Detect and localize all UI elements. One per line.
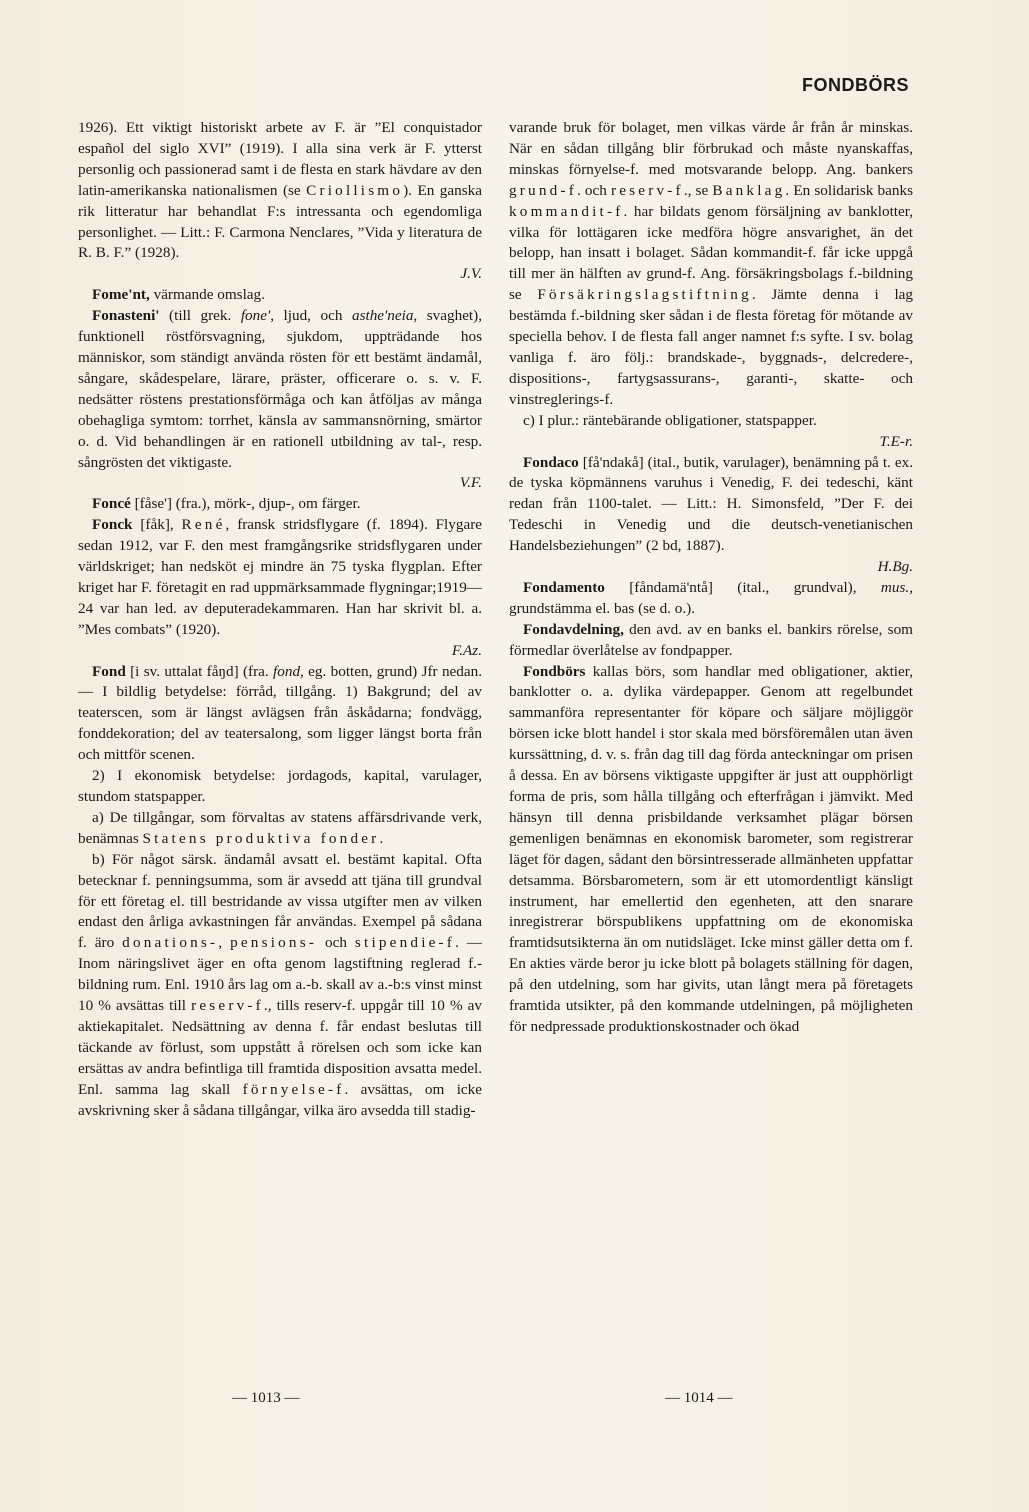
headword: Fondaco bbox=[523, 453, 579, 471]
entry-fond-section-2: 2) I ekonomisk betydelse: jordagods, kapital, varulager, stundom statspapper. bbox=[78, 767, 482, 805]
body-text: [fåndamä'ntå] (ital., grundval), bbox=[604, 578, 881, 596]
page-number-left: — 1013 — bbox=[232, 1390, 300, 1406]
body-text: a) De tillgångar, som förvaltas av statens affärsdrivande verk, benämnas bbox=[78, 808, 482, 847]
body-text: . bbox=[379, 829, 384, 847]
body-text: . och bbox=[576, 181, 611, 199]
spaced-term: grund-f bbox=[509, 181, 577, 199]
spaced-term: donations- bbox=[122, 934, 219, 952]
italic-term: mus., bbox=[880, 578, 913, 596]
headword: Fond bbox=[92, 662, 126, 680]
body-text: varande bruk för bolaget, men vilkas värde år från år minskas. När en sådan tillgång blir förbrukad och måste nyanskaffas, minskas förnyelse-f. med motsvarande belopp. Ang. bankers bbox=[509, 119, 913, 178]
spaced-term: Criollismo bbox=[306, 181, 404, 199]
italic-term: fond, bbox=[273, 662, 304, 680]
headword: Fonasteni' bbox=[92, 307, 160, 325]
headword: Fondavdelning, bbox=[523, 620, 624, 638]
body-text: , bbox=[218, 934, 231, 952]
body-text: kallas börs, som handlar med obligationer, aktier, banklotter o. a. dylika värdepapper. Genom att regelbundet sammanföra representanter för köpare och säljare möjliggör börsen icke blott handel i stor skala med börsföremålen utan även kurssättning, d. v. s. från dag till dag förda anteckningar om prisen å dessa. En av börsens viktigaste uppgifter är just att oupphörligt forma de pris, som hålla tillgång och efterfrågan i jämvikt. Med hänsyn till denna prisbildande verksamhet plägar börsen gemenligen benämnas en ekonomisk barometer, som registrerar läget för dagen, sådant den börsintresserade allmänheten uppfattar detsamma. Börsbarometern, som är ett utomordentligt känsligt instrument, har emellertid den egenheten, att den snarare inregistrerar börspublikens uppfattning om de ekonomiska framtidsutsikterna än om nutidsläget. Icke minst gäller detta om f. En akties värde beror ju icke blott på bolagets ställning för dagen, på den utdelning, som har givits, utan långt mera på företagets framtida utsikter, på den kommande utdelningen, på möjligheten för nedpressade produktionskostnader och ökad bbox=[509, 662, 913, 1035]
body-text: [få'ndakå] (ital., butik, varulager), benämning på t. ex. de tyska köpmännens varuhus i Venedig, F. dei tedeschi, känt redan från 1100-talet. — Litt.: H. Simonsfeld, ”Der F. dei Tedeschi in Venedig und die deutsch-venetianischen Handelsbeziehungen” (2 bd, 1887). bbox=[509, 453, 913, 555]
body-text: . — Inom näringslivet äger en ofta genom lagstiftning reglerad f.-bildning rum. Enl. 1910 års lag om a.-b. skall av a.-b:s vinst minst 10 % avsättas till bbox=[78, 934, 483, 1015]
spaced-term: förnyelse-f bbox=[242, 1080, 345, 1098]
entry-fonasteni bbox=[78, 306, 482, 473]
right-column bbox=[509, 118, 913, 1038]
body-text: (till grek. bbox=[159, 307, 241, 325]
headword: Fondbörs bbox=[523, 662, 586, 680]
spaced-term: Försäkringslagstiftning bbox=[537, 286, 752, 304]
body-text: grundstämma el. bas (se d. o.). bbox=[509, 599, 696, 617]
body-text: ., se bbox=[683, 181, 713, 199]
entry-fondavdelning bbox=[509, 620, 913, 662]
entry-fondaco bbox=[509, 453, 913, 558]
author-signature: T.E-r. bbox=[879, 432, 913, 450]
headword: Fome'nt, bbox=[92, 286, 150, 304]
spaced-term: reserv-f bbox=[610, 181, 684, 199]
entry-fondbors bbox=[509, 662, 913, 1038]
page-number-right: — 1014 — bbox=[665, 1390, 733, 1406]
body-text: [i sv. uttalat fåŋd] (fra. bbox=[125, 662, 274, 680]
spaced-term: kommandit-f bbox=[509, 202, 624, 220]
entry-fonce bbox=[78, 494, 482, 515]
entry-fond-section-c: c) I plur.: räntebärande obligationer, statspapper. bbox=[523, 411, 817, 429]
spaced-term: reserv-f bbox=[191, 997, 264, 1015]
body-text: . avsättas, om icke avskrivning sker å sådana tillgångar, vilka äro avsedda till stadig- bbox=[78, 1080, 482, 1119]
body-text: och bbox=[317, 934, 355, 952]
spaced-term: René bbox=[181, 516, 226, 534]
body-text: den avd. av en banks el. bankirs rörelse, som förmedlar överlåtelse av fondpapper. bbox=[509, 620, 913, 659]
spaced-term: Statens produktiva fonder bbox=[142, 829, 380, 847]
body-text: ). En ganska rik litteratur har behandlat F:s intressanta och egendomliga personlighet. — Litt.: F. Carmona Nenclares, ”Vida y literatura de R. B. F.” (1928). bbox=[78, 181, 482, 262]
headword: Fonck bbox=[92, 516, 133, 534]
body-text: svaghet), funktionell röstförsvagning, sjukdom, uppträdande hos människor, som ständigt använda rösten för ett bestämt ändamål, sångare, skådespelare, lärare, präster, officerare o. s. v. F. nedsätter röstens prestationsförmåga och kan åtföljas av många obehagliga symtom: torrhet, känsla av sammansnörning, smärtor o. d. Vid behandlingen är en rationell utbildning av tal-, resp. sångrösten det viktigaste. bbox=[78, 307, 483, 471]
spaced-term: Banklag bbox=[712, 181, 786, 199]
italic-term: fone', bbox=[240, 307, 275, 325]
body-text: . En solidarisk banks bbox=[785, 181, 913, 199]
body-text: [fåse'] (fra.), mörk-, djup-, om färger. bbox=[130, 495, 361, 513]
body-text: , fransk stridsflygare (f. 1894). Flygare sedan 1912, var F. den mest framgångsrike stridsflygaren under världskriget; han nedsköt ej mindre än 75 tyska flygplan. Efter kriget har F. företagit en rad uppmärksammade flygningar;1919—24 var han led. av deputeradekammaren. Han har skrivit bl. a. ”Mes combats” (1920). bbox=[78, 516, 482, 638]
body-text: b) För något särsk. ändamål avsatt el. bestämt kapital. Ofta betecknar f. penningsumma, som är avsedd att tjäna till grundval för ett företag el. till bestridande av vissa utgifter men av vilken endast den årliga avkastningen får användas. Exempel på sådana f. äro bbox=[78, 850, 482, 952]
body-text: [fåk], bbox=[132, 516, 182, 534]
left-column bbox=[78, 118, 482, 1122]
author-signature: H.Bg. bbox=[877, 558, 913, 576]
spaced-term: stipendie-f bbox=[354, 934, 456, 952]
body-text: . Jämte denna i lag bestämda f.-bildning sker sådan i de flesta företag för mötande av speciella behov. I de flesta fall anger namnet f:s syfte. I sv. bolag vanliga f. äro följ.: brandskade-, byggnads-, delcredere-, dispositions-, fartygsassurans-, garanti-, skatte- och vinstreglerings-f. bbox=[509, 286, 913, 408]
entry-foment bbox=[78, 285, 482, 306]
author-signature: V.F. bbox=[459, 474, 482, 492]
body-text: värmande omslag. bbox=[149, 286, 265, 304]
author-signature: F.Az. bbox=[451, 641, 482, 659]
entry-fonck bbox=[78, 515, 482, 640]
spaced-term: pensions- bbox=[230, 934, 318, 952]
entry-fond-section-b bbox=[78, 850, 482, 1122]
author-signature: J.V. bbox=[460, 265, 482, 283]
body-text: . har bildats genom försäljning av banklotter, vilka för lottägaren icke medföra högre ansvarighet, än det belopp, han insatt i bolaget. Sådan kommandit-f. får icke uppgå till mer än hälften av grund-f. Ang. försäkringsbolags f.-bildning se bbox=[509, 202, 913, 304]
running-head: FONDBÖRS bbox=[802, 75, 909, 95]
body-text: ljud, och bbox=[274, 307, 352, 325]
entry-fond-section-a bbox=[78, 808, 482, 850]
headword: Foncé bbox=[92, 495, 131, 513]
italic-term: asthe'neia, bbox=[351, 307, 418, 325]
entry-fondamento bbox=[509, 578, 913, 620]
body-text: eg. botten, grund) Jfr nedan. — I bildlig betydelse: förråd, tillgång. 1) Bakgrund; del av teaterscen, som är längst avlägsen från åskådarna; fondvägg, fonddekoration; del av teatersalong, som ligger längst borta från och mittför scenen. bbox=[78, 662, 483, 764]
headword: Fondamento bbox=[523, 578, 605, 596]
body-text: 1926). Ett viktigt historiskt arbete av F. är ”El conquistador español del siglo XVI” (1919). I alla sina verk är F. ytterst personlig och passionerad samt i de flesta en stark hävdare av den latin-amerikanska nationalismen (se bbox=[78, 119, 482, 199]
entry-fond bbox=[78, 662, 482, 767]
entry-fond-continued bbox=[509, 118, 913, 411]
body-text: ., tills reserv-f. uppgår till 10 % av aktiekapitalet. Nedsättning av denna f. får endast beslutas till täckande av förlust, som uppstått å rörelsen och som icke kan ersättas av andra befintliga till framtida disposition avsatta medel. Enl. samma lag skall bbox=[78, 997, 483, 1098]
entry-fombona-continued bbox=[78, 118, 482, 264]
